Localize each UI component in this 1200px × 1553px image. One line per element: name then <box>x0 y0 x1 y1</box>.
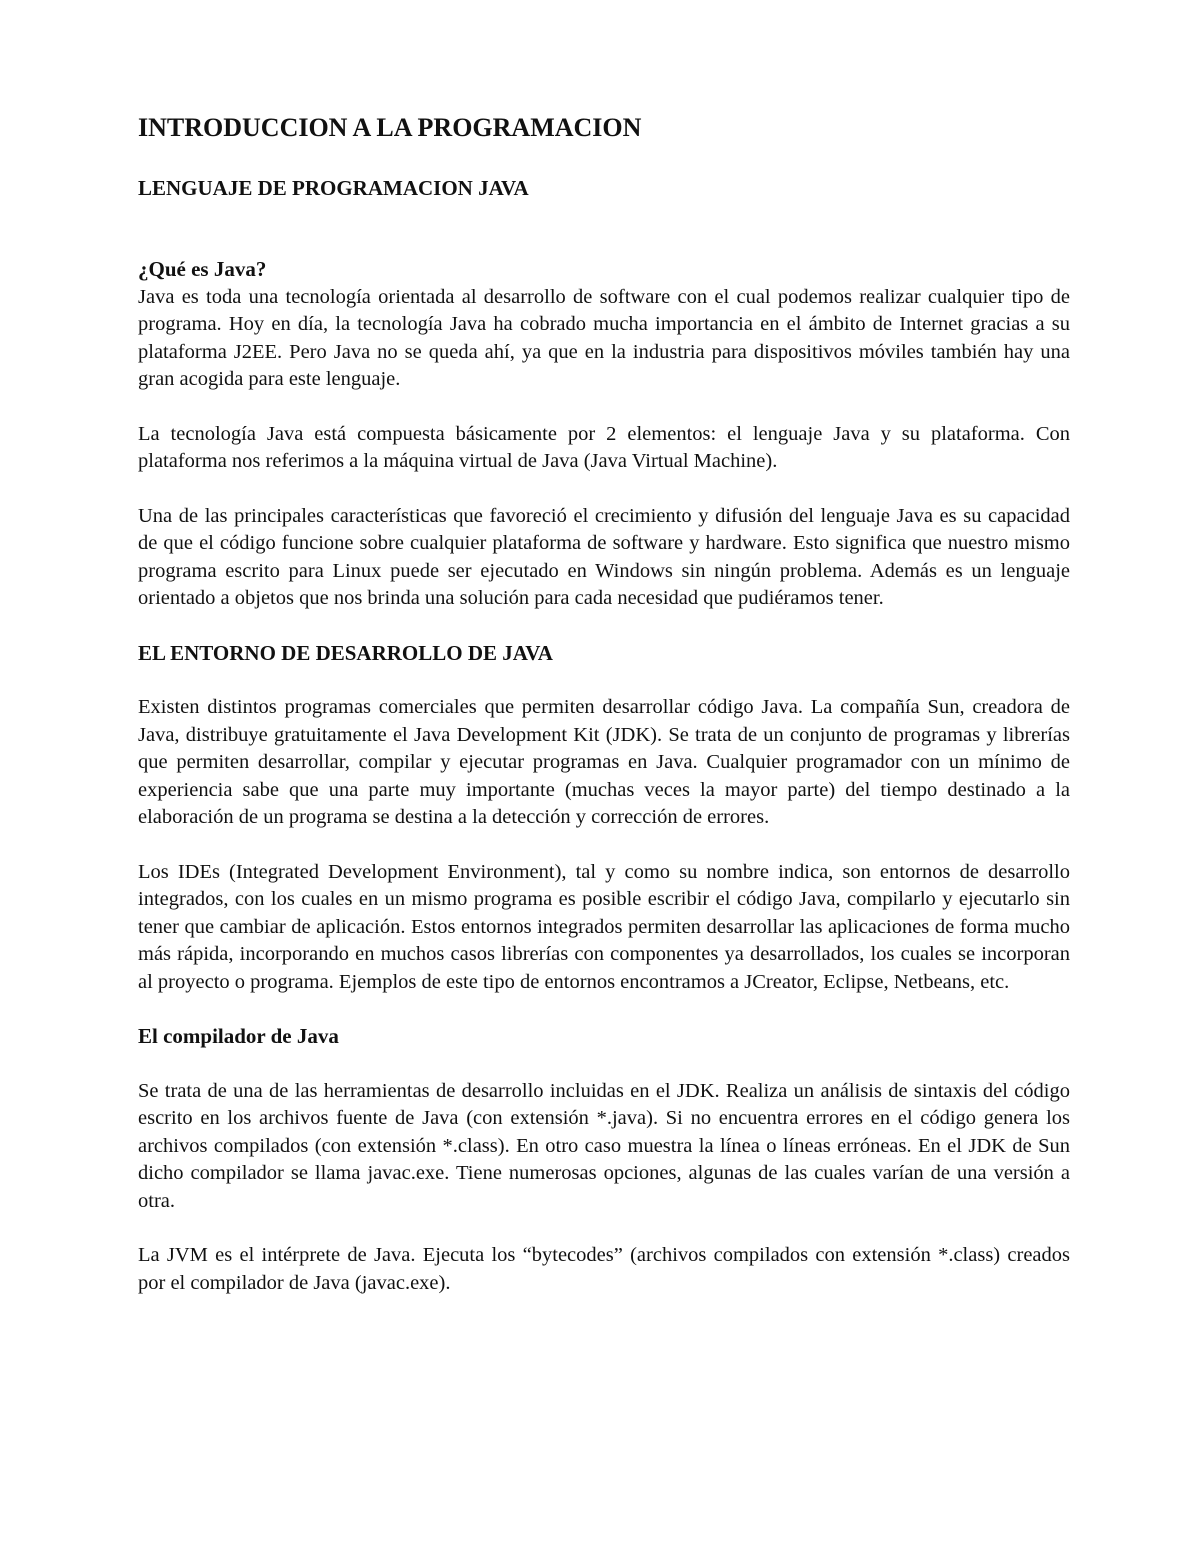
paragraph: Existen distintos programas comerciales que permiten desarrollar código Java. La compañía Sun, creadora de Java, distribuye gratuitamente el Java Development Kit (JDK). Se trata de un conjunto de programas y librerías que permiten desarrollar, compilar y ejecutar programas en Java. Cualquier programador con un mínimo de experiencia sabe que una parte muy importante (muchas veces la mayor parte) del tiempo destinado a la elaboración de un programa se destina a la detección y corrección de errores. <box>138 696 1070 828</box>
document-title: INTRODUCCION A LA PROGRAMACION <box>138 113 642 142</box>
document-subtitle: LENGUAJE DE PROGRAMACION JAVA <box>138 176 529 200</box>
section-heading-que-es-java: ¿Qué es Java? <box>138 257 267 281</box>
section-heading-entorno-desarrollo: EL ENTORNO DE DESARROLLO DE JAVA <box>138 640 553 665</box>
section-heading-compilador-java: El compilador de Java <box>138 1024 339 1048</box>
document-body <box>138 112 1070 1324</box>
paragraph: La JVM es el intérprete de Java. Ejecuta los “bytecodes” (archivos compilados con extensión *.class) creados por el compilador de Java (javac.exe). <box>138 1244 1070 1294</box>
paragraph: Se trata de una de las herramientas de desarrollo incluidas en el JDK. Realiza un análisis de sintaxis del código escrito en los archivos fuente de Java (con extensión *.java). Si no encuentra errores en el código genera los archivos compilados (con extensión *.class). En otro caso muestra la línea o líneas erróneas. En el JDK de Sun dicho compilador se llama javac.exe. Tiene numerosas opciones, algunas de las cuales varían de una versión a otra. <box>138 1079 1070 1212</box>
paragraph: Java es toda una tecnología orientada al desarrollo de software con el cual podemos realizar cualquier tipo de programa. Hoy en día, la tecnología Java ha cobrado mucha importancia en el ámbito de Internet gracias a su plataforma J2EE. Pero Java no se queda ahí, ya que en la industria para dispositivos móviles también hay una gran acogida para este lenguaje. <box>138 285 1070 390</box>
paragraph: Una de las principales características que favoreció el crecimiento y difusión del lenguaje Java es su capacidad de que el código funcione sobre cualquier plataforma de software y hardware. Esto significa que nuestro mismo programa escrito para Linux puede ser ejecutado en Windows sin ningún problema. Además es un lenguaje orientado a objetos que nos brinda una solución para cada necesidad que pudiéramos tener. <box>138 504 1070 609</box>
paragraph: La tecnología Java está compuesta básicamente por 2 elementos: el lenguaje Java y su plataforma. Con plataforma nos referimos a la máquina virtual de Java (Java Virtual Machine). <box>138 422 1070 472</box>
paragraph: Los IDEs (Integrated Development Environment), tal y como su nombre indica, son entornos de desarrollo integrados, con los cuales en un mismo programa es posible escribir el código Java, compilarlo y ejecutarlo sin tener que cambiar de aplicación. Estos entornos integrados permiten desarrollar las aplicaciones de forma mucho más rápida, incorporando en muchos casos librerías con componentes ya desarrollados, los cuales se incorporan al proyecto o programa. Ejemplos de este tipo de entornos encontramos a JCreator, Eclipse, Netbeans, etc. <box>138 860 1070 993</box>
